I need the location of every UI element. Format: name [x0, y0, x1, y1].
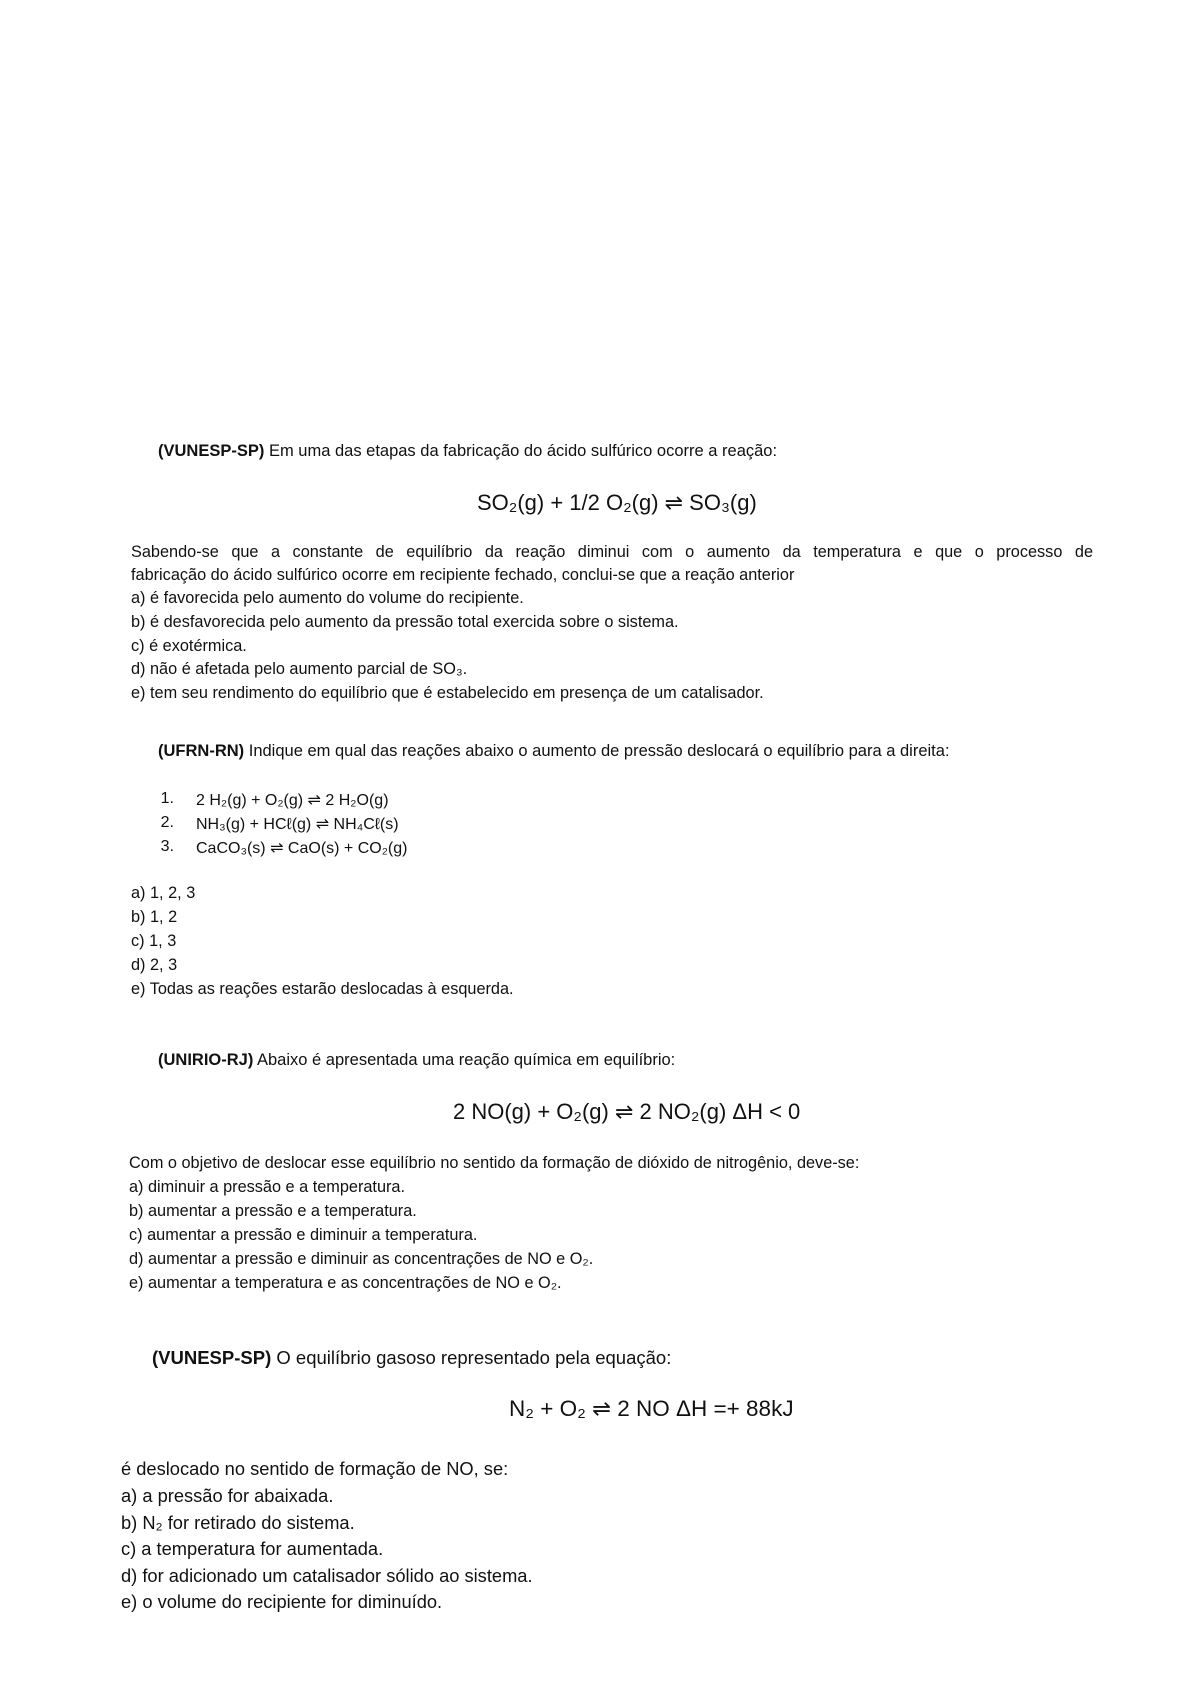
question-1-option-a: a) é favorecida pelo aumento do volume do recipiente.	[131, 589, 524, 607]
question-3-heading	[158, 1051, 675, 1070]
question-3-option-c: c) aumentar a pressão e diminuir a temperatura.	[129, 1226, 478, 1244]
question-2-option-a: a) 1, 2, 3	[131, 884, 196, 902]
question-2-option-c: c) 1, 3	[131, 932, 177, 950]
question-4-heading	[152, 1347, 671, 1369]
question-4-equation: N₂ + O₂ ⇌ 2 NO ΔH =+ 88kJ	[509, 1396, 794, 1421]
reaction-2-number: 2.	[160, 814, 174, 831]
question-4-prompt: O equilíbrio gasoso representado pela equação:	[271, 1347, 672, 1368]
question-1-equation: SO₂(g) + 1/2 O₂(g) ⇌ SO₃(g)	[477, 490, 757, 515]
question-1-heading	[158, 442, 777, 461]
reaction-1-number: 1.	[160, 790, 174, 807]
question-4-option-a: a) a pressão for abaixada.	[121, 1485, 334, 1506]
question-3-option-a: a) diminuir a pressão e a temperatura.	[129, 1178, 406, 1196]
question-1-intro-line-2: fabricação do ácido sulfúrico ocorre em recipiente fechado, conclui-se que a reação anterior	[131, 566, 795, 584]
reaction-3-number: 3.	[160, 838, 174, 855]
question-1-source: (VUNESP-SP)	[158, 442, 265, 460]
question-4-option-d: d) for adicionado um catalisador sólido ao sistema.	[121, 1565, 533, 1586]
question-4-option-c: c) a temperatura for aumentada.	[121, 1538, 384, 1559]
question-2-heading	[158, 742, 950, 761]
question-3-source: (UNIRIO-RJ)	[158, 1051, 254, 1069]
question-4-option-b: b) N₂ for retirado do sistema.	[121, 1512, 355, 1533]
reaction-1-equation: 2 H₂(g) + O₂(g) ⇌ 2 H₂O(g)	[196, 792, 389, 809]
reaction-2-equation: NH₃(g) + HCℓ(g) ⇌ NH₄Cℓ(s)	[196, 816, 399, 833]
question-4-intro: é deslocado no sentido de formação de NO, se:	[121, 1458, 509, 1479]
question-3-prompt: Abaixo é apresentada uma reação química em equilíbrio:	[253, 1051, 676, 1069]
question-2-option-d: d) 2, 3	[131, 956, 178, 974]
question-2-option-e: e) Todas as reações estarão deslocadas à esquerda.	[131, 980, 514, 998]
question-1-option-c: c) é exotérmica.	[131, 637, 247, 655]
question-4-option-e: e) o volume do recipiente for diminuído.	[121, 1591, 443, 1612]
question-1-option-b: b) é desfavorecida pelo aumento da pressão total exercida sobre o sistema.	[131, 613, 679, 631]
question-1-prompt: Em uma das etapas da fabricação do ácido sulfúrico ocorre a reação:	[264, 442, 778, 460]
question-3-option-b: b) aumentar a pressão e a temperatura.	[129, 1202, 417, 1220]
question-2-source: (UFRN-RN)	[158, 742, 245, 760]
question-1-intro-line-1: Sabendo-se que a constante de equilíbrio da reação diminui com o aumento da temperatura e que o processo de	[131, 543, 1093, 561]
question-3-option-d: d) aumentar a pressão e diminuir as concentrações de NO e O₂.	[129, 1250, 594, 1268]
question-2-option-b: b) 1, 2	[131, 908, 178, 926]
question-2-prompt: Indique em qual das reações abaixo o aumento de pressão deslocará o equilíbrio para a direita:	[244, 742, 950, 760]
question-1-option-e: e) tem seu rendimento do equilíbrio que é estabelecido em presença de um catalisador.	[131, 684, 764, 702]
reaction-3-equation: CaCO₃(s) ⇌ CaO(s) + CO₂(g)	[196, 840, 408, 857]
question-3-equation: 2 NO(g) + O₂(g) ⇌ 2 NO₂(g) ΔH < 0	[453, 1099, 801, 1124]
question-1-option-d: d) não é afetada pelo aumento parcial de SO₃.	[131, 660, 468, 678]
question-3-intro: Com o objetivo de deslocar esse equilíbrio no sentido da formação de dióxido de nitrogênio, deve-se:	[129, 1154, 860, 1172]
question-4-source: (VUNESP-SP)	[152, 1347, 272, 1368]
question-3-option-e: e) aumentar a temperatura e as concentrações de NO e O₂.	[129, 1274, 562, 1292]
